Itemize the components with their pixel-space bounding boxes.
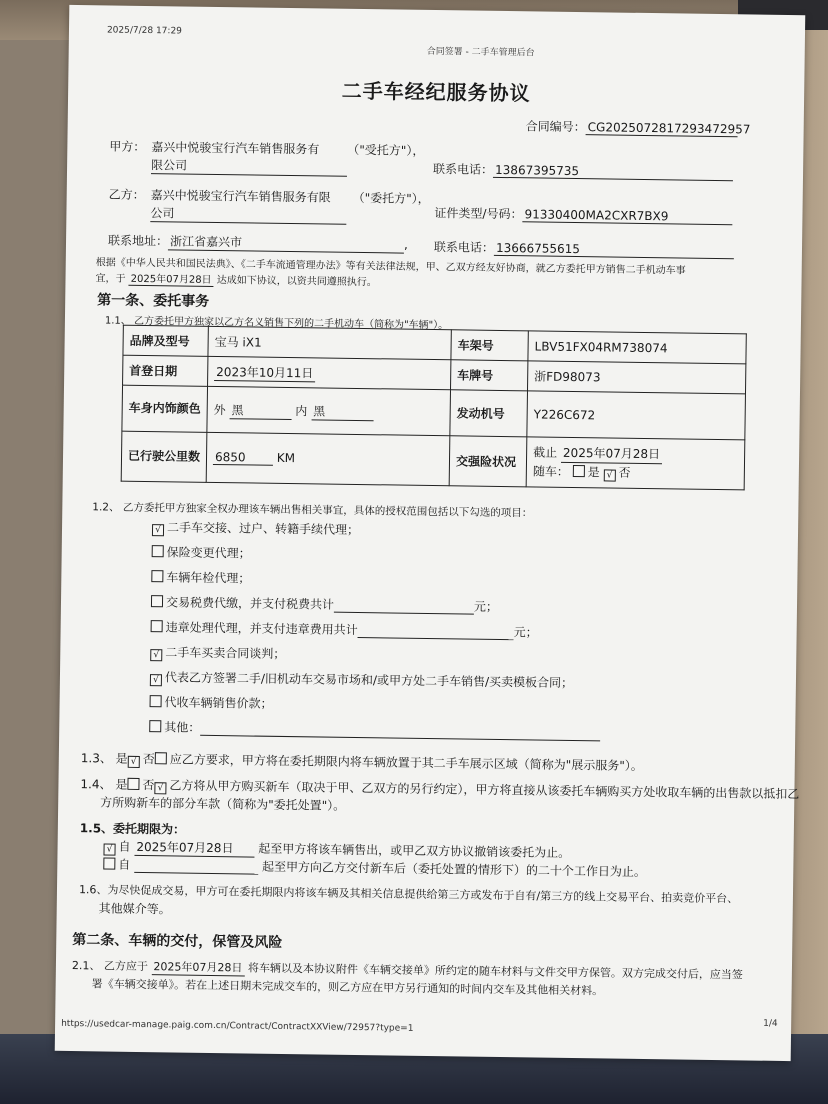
clause-1-4-text: 乙方将从甲方购买新车（取决于甲、乙双方的另行约定），甲方将直接从该委托车辆购买方处收取车辆的出售款以抵扣乙 [169,778,800,802]
clause-1-1: 1.1、 乙方委托甲方独家以乙方名义销售下列的二手机动车（简称为"车辆"）。 [104,315,449,332]
party-b-name-line2: 公司 [150,204,346,225]
term-row-2-date-blank[interactable] [134,860,258,875]
section1-title: 第一条、委托事务 [97,292,210,310]
insurance-cell [526,437,745,490]
clause-1-4-line2: 方所购新车的部分车款（简称为"委托处置"）。 [100,795,346,813]
insurance-with-car [533,462,738,483]
color-cell [207,386,451,435]
auth-item-label: 二手车交接、过户、转籍手续代理； [166,520,360,538]
auth-item-label: 代收车辆销售价款； [164,695,273,711]
plate-label: 车牌号 [451,360,528,391]
with-car-no-checkbox[interactable]: √ [603,469,615,481]
reg-date-cell [208,356,451,389]
term-row-1-prefix: 自 [118,839,131,854]
with-car-yes-label: 是 [587,465,600,480]
clause-1-3-yes: 是 [115,751,128,766]
party-b-id-label: 证件类型/号码： [434,206,523,222]
auth-item [150,643,285,663]
mileage-cell [206,432,450,485]
party-b-phone [434,238,734,259]
clause-1-3 [81,749,643,775]
engine-value: Y226C672 [527,391,746,440]
contract-number [525,117,751,137]
party-a-name-line2: 限公司 [151,156,347,177]
auth-item-label: 违章处理代理，并支付违章费用共计 [165,620,358,637]
mileage-value: 6850 [213,450,273,466]
contract-number-value: CG2025072817293472957 [586,120,738,137]
auth-item-label: 代表乙方签署二手/旧机动车交易市场和/或甲方处二手车销售/买卖模板合同； [164,670,574,691]
term-row-2-checkbox[interactable] [103,857,115,869]
print-site-title: 合同签署 - 二手车管理后台 [426,46,535,59]
term-row-2-suffix: 起至甲方向乙方交付新车后（委托处置的情形下）的二十个工作日为止。 [261,859,647,880]
auth-item-checkbox[interactable] [151,595,163,607]
auth-item [149,693,272,712]
vin-label: 车架号 [451,330,528,361]
page-number: 1/4 [763,1018,778,1029]
term-row-2-prefix: 自 [118,857,131,872]
clause-1-3-num: 1.3、 [80,751,113,766]
party-b-phone-label: 联系电话： [433,240,495,255]
intro-date: 2025年07月28日 [129,270,214,287]
with-car-yes-checkbox[interactable] [573,465,585,477]
auth-item-suffix: 元； [473,599,499,614]
interior-prefix: 内 [295,403,308,418]
exterior-color: 黑 [229,401,291,420]
party-a-phone-label: 联系电话： [432,162,494,177]
clause-1-3-no-checkbox[interactable] [155,752,167,764]
tax-amount-blank[interactable] [334,600,474,615]
insurance-date: 2025年07月28日 [561,444,662,464]
party-b-id [434,204,732,225]
clause-1-5-label: 1.5、委托期限为： [79,821,186,837]
party-a-role: （"受托方"）， [347,142,425,158]
mileage-label: 已行驶公里数 [121,431,207,482]
auth-item [149,718,600,741]
clause-1-6-line2: 其他媒介等。 [98,901,171,917]
auth-item [152,543,251,561]
clause-1-4-yes-checkbox[interactable] [127,778,139,790]
reg-date-value: 2023年10月11日 [214,362,315,381]
plate-value: 浙FD98073 [527,361,745,394]
term-row-1-checkbox[interactable]: √ [103,843,115,855]
clause-2-1-suffix: 将车辆以及本协议附件《车辆交接单》所约定的随车材料与文件交甲方保管。双方完成交付后，应当签 [247,961,743,982]
auth-item [151,593,498,615]
violation-amount-blank[interactable] [358,625,514,640]
reg-date-label: 首登日期 [123,355,208,386]
clause-1-3-text: 应乙方要求，甲方将在委托期限内将车辆放置于其二手车展示区域（简称为"展示服务"）。 [169,752,643,773]
party-b-phone-value: 13666755615 [494,241,734,259]
vin-value: LBV51FX04RM738074 [528,331,746,364]
auth-item-suffix: 元； [513,625,538,640]
clause-2-1-prefix: 2.1、 乙方应于 [71,959,149,974]
auth-item-checkbox[interactable]: √ [150,674,162,686]
auth-item-label: 保险变更代理； [166,545,251,561]
auth-item-label: 二手车买卖合同谈判； [165,645,286,661]
clause-1-6-line1: 1.6、为尽快促成交易，甲方可在委托期限内将该车辆及其相关信息提供给第三方或发布于自有/第三方的线上交易平台、拍卖竞价平台、 [78,883,739,906]
auth-item-checkbox[interactable] [152,545,164,557]
document-title: 二手车经纪服务协议 [341,78,531,106]
party-b-address-label: 联系地址： [107,233,169,249]
section2-title: 第二条、车辆的交付，保管及风险 [72,932,283,951]
auth-item-label: 车辆年检代理； [166,570,251,586]
exterior-prefix: 外 [213,402,226,417]
party-a-label: 甲方： [109,139,146,154]
clause-1-3-no: 否 [142,752,155,767]
color-label: 车身内饰颜色 [122,385,208,432]
auth-item-label: 其他： [164,720,201,735]
other-blank[interactable] [200,723,600,742]
party-a-phone-value: 13867395735 [493,163,733,181]
party-b-id-value: 91330400MA2CXR7BX9 [522,207,732,225]
auth-item-checkbox[interactable] [150,695,162,707]
intro-line2 [95,269,376,289]
auth-item-label: 交易税费代缴，并支付税费共计 [165,595,335,612]
brand-value: 宝马 iX1 [208,326,451,359]
auth-item-checkbox[interactable] [151,570,163,582]
print-url: https://usedcar-manage.paig.com.cn/Contract/ContractXXView/72957?type=1 [61,1018,414,1034]
clause-1-3-yes-checkbox[interactable]: √ [128,756,140,768]
insurance-prefix: 截止 [533,445,558,460]
party-a-name-line1: 嘉兴中悦骏宝行汽车销售服务有 [151,140,320,157]
party-b-name-line1: 嘉兴中悦骏宝行汽车销售服务有限 [150,188,331,205]
clause-1-4-yes: 是 [115,777,128,792]
table-row [121,431,745,490]
auth-item [150,668,573,692]
auth-item-checkbox[interactable]: √ [152,524,164,536]
auth-item [151,568,250,586]
intro-line2-suffix: 达成如下协议，以资共同遵照执行。 [216,274,377,289]
term-row-1-suffix: 起至甲方将该车辆售出，或甲乙双方协议撤销该委托为止。 [258,841,571,860]
term-row-1-date: 2025年07月28日 [134,838,254,858]
party-b-address: 联系地址： 浙江省嘉兴市 , [107,233,408,252]
vehicle-table [121,325,747,491]
brand-label: 品牌及型号 [123,325,208,356]
auth-item [151,618,538,640]
contract-paper [55,5,806,1061]
clause-1-4-no-checkbox[interactable]: √ [154,782,166,794]
auth-item-checkbox[interactable] [151,620,163,632]
insurance-label: 交强险状况 [449,436,527,487]
auth-item-checkbox[interactable]: √ [150,649,162,661]
auth-item-checkbox[interactable] [149,720,161,732]
engine-label: 发动机号 [450,390,528,437]
contract-number-label: 合同编号： [525,119,586,135]
party-b-address-value: 浙江省嘉兴市 [168,232,404,253]
clause-2-1-line2: 署《车辆交接单》。若在上述日期未完成交车的，则乙方应在甲方另行通知的时间内交车及其他相关材料。 [91,977,604,998]
clause-1-4-no: 否 [142,778,155,793]
interior-color: 黑 [311,402,373,421]
party-b-label: 乙方： [108,187,145,202]
party-b-role: （"委托方"）， [352,190,430,206]
auth-item [152,518,359,539]
intro-line1: 根据《中华人民共和国民法典》、《二手车流通管理办法》等有关法律法规，甲、乙双方经友好协商，就乙方委托甲方销售二手机动车事 [95,257,686,277]
clause-1-2: 1.2、 乙方委托甲方独家全权办理该车辆出售相关事宜，具体的授权范围包括以下勾选的项目： [92,501,533,520]
mileage-unit: KM [276,450,296,466]
intro-line2-prefix: 宜，于 [95,273,126,285]
print-datetime: 2025/7/28 17:29 [106,25,183,37]
with-car-label: 随车： [532,464,569,479]
with-car-no-label: 否 [618,465,631,480]
clause-1-4-num: 1.4、 [80,777,112,792]
party-a-phone [433,160,733,181]
clause-2-1-date: 2025年07月28日 [151,958,244,976]
